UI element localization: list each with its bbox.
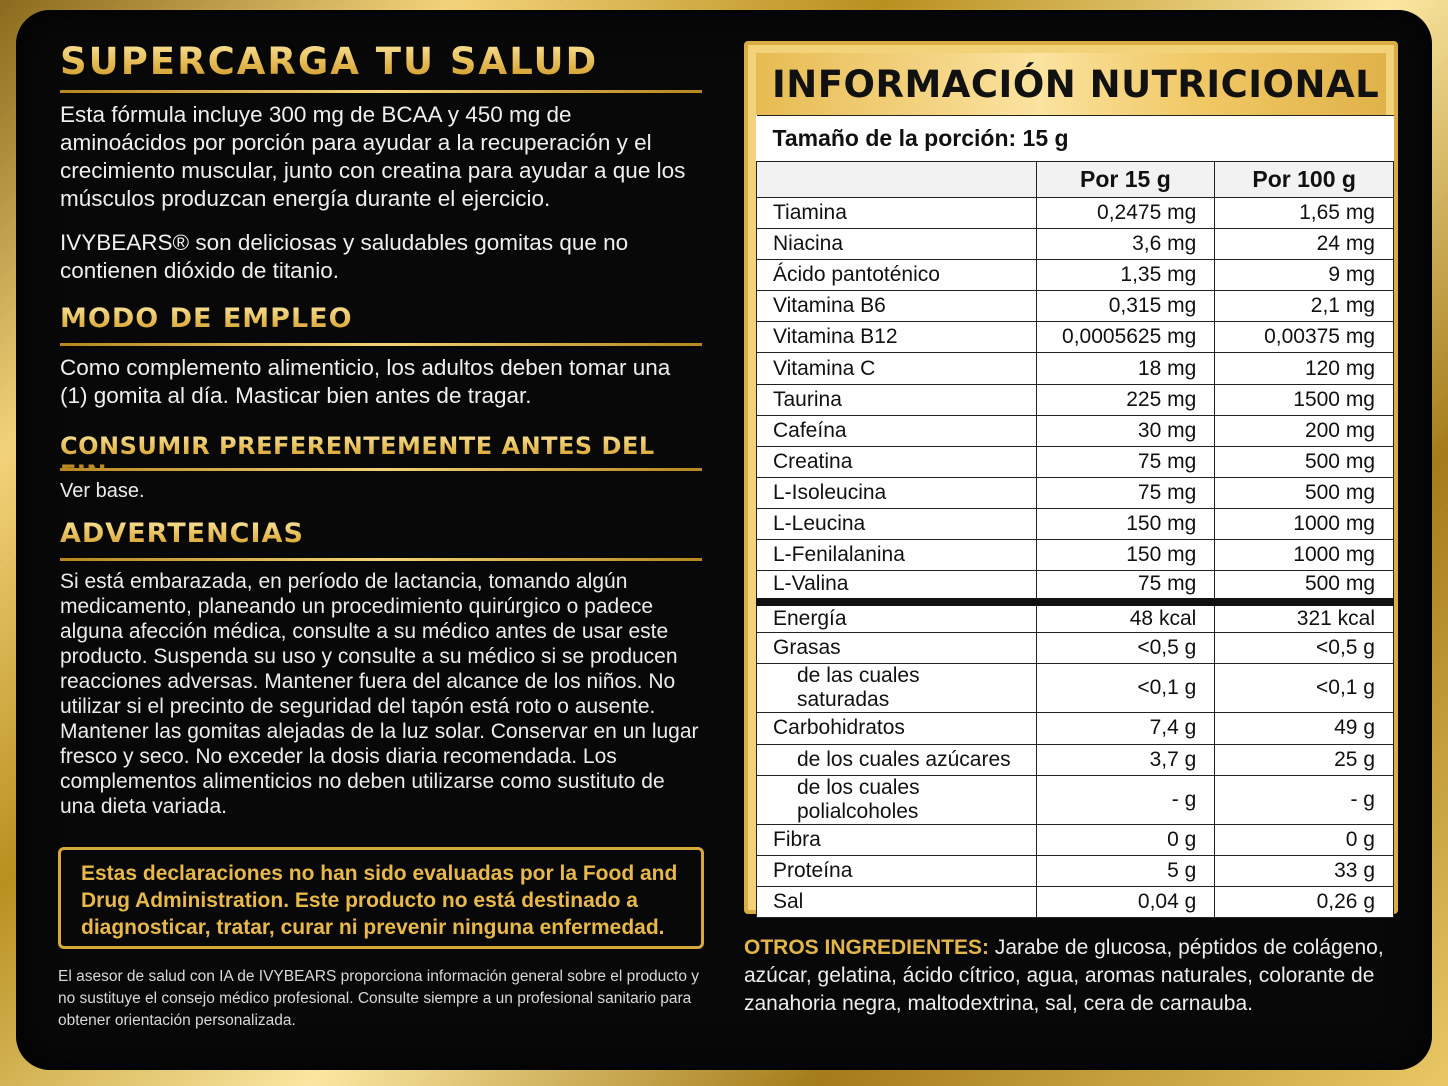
nutrient-row bbox=[757, 824, 1394, 855]
divider bbox=[60, 468, 702, 471]
value-per-serving: 225 mg bbox=[1036, 384, 1215, 415]
nutrient-row bbox=[757, 477, 1394, 508]
value-per-serving: 0,315 mg bbox=[1036, 291, 1215, 322]
nutrient-row bbox=[757, 713, 1394, 744]
value-per-serving: 75 mg bbox=[1036, 446, 1215, 477]
value-per-100g: 500 mg bbox=[1215, 571, 1394, 602]
consumir-text: Ver base. bbox=[60, 480, 145, 502]
nutrient-row bbox=[757, 855, 1394, 886]
ai-advisor-footnote: El asesor de salud con IA de IVYBEARS proporciona información general sobre el producto y no sustituye el consejo médico profesional. Consulte siempre a un profesional sanitario para obtener orientación personalizada. bbox=[58, 968, 700, 1029]
other-ingredients bbox=[744, 934, 1384, 1018]
nutrient-name: Tiamina bbox=[757, 198, 1037, 229]
fda-notice: Estas declaraciones no han sido evaluadas por la Food and Drug Administration. Este producto no está destinado a diagnosticar, tratar, curar ni prevenir ninguna enfermedad. bbox=[58, 847, 704, 949]
ingredients-text: Jarabe de glucosa, péptidos de colágeno, azúcar, gelatina, ácido cítrico, agua, aromas naturales, colorante de zanahoria negra, maltodextrina, sal, cera de carnauba. bbox=[744, 936, 1384, 1015]
nutrient-name: Sal bbox=[757, 886, 1037, 917]
value-per-serving: 0 g bbox=[1036, 824, 1215, 855]
nutrient-name: Carbohidratos bbox=[757, 713, 1037, 744]
nutrient-name: Niacina bbox=[757, 229, 1037, 260]
modo-text: Como complemento alimenticio, los adultos deben tomar una (1) gomita al día. Masticar bien antes de tragar. bbox=[60, 355, 671, 408]
nutrient-row bbox=[757, 886, 1394, 917]
nutrient-name: Taurina bbox=[757, 384, 1037, 415]
value-per-100g: 49 g bbox=[1215, 713, 1394, 744]
header-empty bbox=[757, 162, 1037, 198]
value-per-serving: 75 mg bbox=[1036, 571, 1215, 602]
value-per-serving: 1,35 mg bbox=[1036, 260, 1215, 291]
nutrient-row bbox=[757, 633, 1394, 664]
nutrient-row bbox=[757, 198, 1394, 229]
nutrient-name: Vitamina C bbox=[757, 353, 1037, 384]
nutrient-row bbox=[757, 291, 1394, 322]
value-per-100g: 0,26 g bbox=[1215, 886, 1394, 917]
nutrient-name: Proteína bbox=[757, 855, 1037, 886]
nutrient-name: Creatina bbox=[757, 446, 1037, 477]
value-per-serving: 0,2475 mg bbox=[1036, 198, 1215, 229]
value-per-100g: 321 kcal bbox=[1215, 602, 1394, 633]
value-per-serving: 150 mg bbox=[1036, 508, 1215, 539]
value-per-100g: 2,1 mg bbox=[1215, 291, 1394, 322]
value-per-serving: 150 mg bbox=[1036, 540, 1215, 571]
value-per-100g: <0,1 g bbox=[1215, 664, 1394, 713]
divider bbox=[60, 90, 702, 93]
value-per-serving: 48 kcal bbox=[1036, 602, 1215, 633]
nutrient-row bbox=[757, 540, 1394, 571]
portion-size: Tamaño de la porción: 15 g bbox=[757, 116, 1394, 162]
value-per-100g: 0 g bbox=[1215, 824, 1394, 855]
nutrient-row bbox=[757, 775, 1394, 824]
divider bbox=[60, 558, 702, 561]
nutrient-row bbox=[757, 446, 1394, 477]
nutrient-name: Fibra bbox=[757, 824, 1037, 855]
nutrient-row bbox=[757, 322, 1394, 353]
value-per-100g: 0,00375 mg bbox=[1215, 322, 1394, 353]
nutrient-name: L-Leucina bbox=[757, 508, 1037, 539]
nutrient-name: Cafeína bbox=[757, 415, 1037, 446]
value-per-100g: 1000 mg bbox=[1215, 508, 1394, 539]
value-per-100g: 120 mg bbox=[1215, 353, 1394, 384]
nutrient-row bbox=[757, 664, 1394, 713]
modo-heading: MODO DE EMPLEO bbox=[60, 303, 702, 343]
value-per-serving: 5 g bbox=[1036, 855, 1215, 886]
nutrient-name: Grasas bbox=[757, 633, 1037, 664]
nutrient-row bbox=[757, 508, 1394, 539]
value-per-serving: 0,0005625 mg bbox=[1036, 322, 1215, 353]
value-per-100g: 500 mg bbox=[1215, 477, 1394, 508]
value-per-serving: 75 mg bbox=[1036, 477, 1215, 508]
value-per-serving: 3,7 g bbox=[1036, 744, 1215, 775]
nutrient-name: de las cuales saturadas bbox=[757, 664, 1037, 713]
nutrient-name: Ácido pantoténico bbox=[757, 260, 1037, 291]
nutrient-name: Vitamina B6 bbox=[757, 291, 1037, 322]
nutrient-name: de los cuales azúcares bbox=[757, 744, 1037, 775]
divider bbox=[60, 343, 702, 346]
supercarga-paragraph-2: IVYBEARS® son deliciosas y saludables gomitas que no contienen dióxido de titanio. bbox=[60, 230, 629, 283]
supercarga-paragraph-1: Esta fórmula incluye 300 mg de BCAA y 450 mg de aminoácidos por porción para ayudar a la recuperación y el crecimiento muscular, junto con creatina para ayudar a que los músculos produzcan energía durante el ejercicio. bbox=[60, 102, 686, 211]
nutrient-row bbox=[757, 571, 1394, 602]
nutrient-name: L-Fenilalanina bbox=[757, 540, 1037, 571]
value-per-serving: <0,5 g bbox=[1036, 633, 1215, 664]
nutrition-table bbox=[756, 115, 1394, 918]
header-per-100g: Por 100 g bbox=[1215, 162, 1394, 198]
nutrient-row bbox=[757, 415, 1394, 446]
value-per-serving: - g bbox=[1036, 775, 1215, 824]
value-per-serving: 0,04 g bbox=[1036, 886, 1215, 917]
value-per-serving: <0,1 g bbox=[1036, 664, 1215, 713]
nutrient-row bbox=[757, 744, 1394, 775]
consumir-heading: CONSUMIR PREFERENTEMENTE ANTES DEL FIN bbox=[60, 432, 702, 468]
value-per-100g: 25 g bbox=[1215, 744, 1394, 775]
nutrient-name: Energía bbox=[757, 602, 1037, 633]
header-row bbox=[757, 162, 1394, 198]
value-per-serving: 18 mg bbox=[1036, 353, 1215, 384]
nutrition-title: INFORMACIÓN NUTRICIONAL bbox=[756, 53, 1386, 115]
value-per-100g: 1000 mg bbox=[1215, 540, 1394, 571]
value-per-100g: - g bbox=[1215, 775, 1394, 824]
value-per-serving: 30 mg bbox=[1036, 415, 1215, 446]
value-per-100g: 200 mg bbox=[1215, 415, 1394, 446]
nutrient-name: de los cuales polialcoholes bbox=[757, 775, 1037, 824]
nutrient-name: L-Valina bbox=[757, 571, 1037, 602]
advertencias-text: Si está embarazada, en período de lactancia, tomando algún medicamento, planeando un procedimiento quirúrgico o padece alguna afección médica, consulte a su médico antes de usar este producto. Suspenda su uso y consulte a su médico si se producen reacciones adversas. Mantener fuera del alcance de los niños. No utilizar si el precinto de seguridad del tapón está roto o ausente. Mantener las gomitas alejadas de la luz solar. Conservar en un lugar fresco y seco. No exceder la dosis diaria recomendada. Los complementos alimenticios no deben utilizarse como sustituto de una dieta variada. bbox=[60, 570, 699, 818]
header-per-serving: Por 15 g bbox=[1036, 162, 1215, 198]
value-per-100g: 1500 mg bbox=[1215, 384, 1394, 415]
value-per-serving: 7,4 g bbox=[1036, 713, 1215, 744]
nutrient-row bbox=[757, 602, 1394, 633]
portion-row bbox=[757, 116, 1394, 162]
nutrient-row bbox=[757, 260, 1394, 291]
nutrition-facts bbox=[744, 41, 1398, 914]
ingredients-label: OTROS INGREDIENTES: bbox=[744, 936, 990, 959]
nutrient-row bbox=[757, 229, 1394, 260]
value-per-100g: <0,5 g bbox=[1215, 633, 1394, 664]
supercarga-heading: SUPERCARGA TU SALUD bbox=[60, 40, 702, 90]
value-per-100g: 33 g bbox=[1215, 855, 1394, 886]
advertencias-heading: ADVERTENCIAS bbox=[60, 518, 702, 558]
value-per-100g: 24 mg bbox=[1215, 229, 1394, 260]
value-per-100g: 500 mg bbox=[1215, 446, 1394, 477]
left-column bbox=[60, 40, 702, 819]
value-per-100g: 1,65 mg bbox=[1215, 198, 1394, 229]
nutrient-name: L-Isoleucina bbox=[757, 477, 1037, 508]
value-per-serving: 3,6 mg bbox=[1036, 229, 1215, 260]
nutrient-name: Vitamina B12 bbox=[757, 322, 1037, 353]
value-per-100g: 9 mg bbox=[1215, 260, 1394, 291]
nutrient-row bbox=[757, 384, 1394, 415]
nutrient-row bbox=[757, 353, 1394, 384]
